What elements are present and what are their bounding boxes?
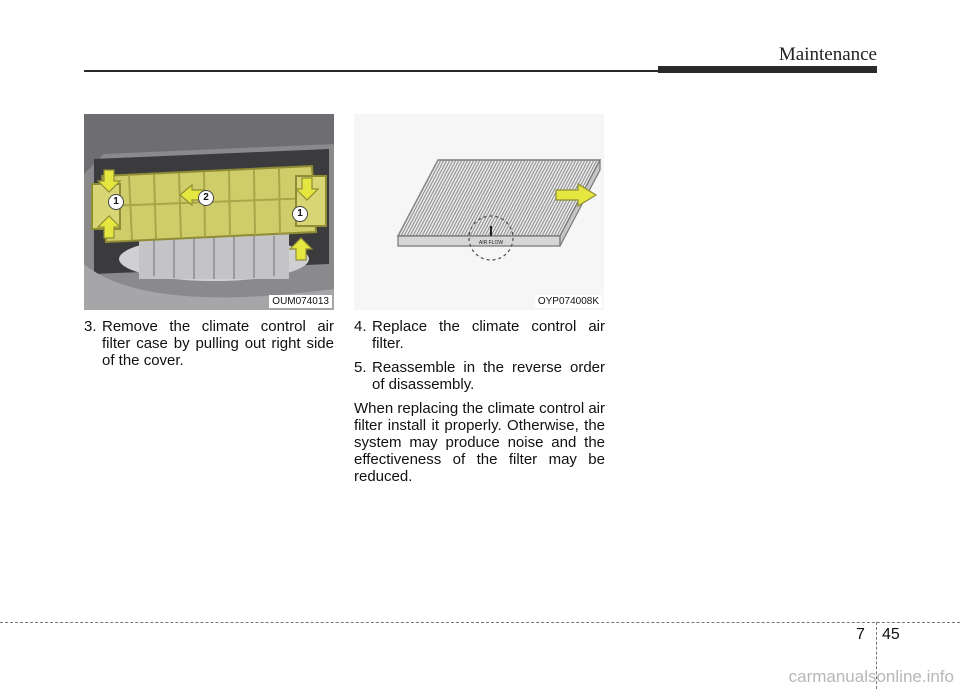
figure-code: OUM074013 — [269, 295, 332, 308]
arrow-up-icon — [288, 236, 314, 262]
warning-paragraph: When replacing the climate control air filter install it properly. Otherwise, the system may produce noise and the effectiveness of the filter may be reduced. — [354, 400, 605, 485]
air-flow-label: AIR FLOW — [478, 240, 504, 246]
page-number: 45 — [882, 626, 900, 643]
step-text: Reassemble in the reverse order of disassembly. — [372, 359, 605, 393]
step-3 — [84, 318, 334, 369]
step-number: 5. — [354, 359, 367, 376]
arrow-right-icon — [554, 182, 598, 208]
step-text: Replace the climate control air filter. — [372, 318, 605, 352]
air-filter-illustration — [354, 114, 604, 310]
watermark[interactable]: carmanualsonline.info — [788, 667, 954, 686]
arrow-up-icon — [96, 214, 122, 240]
callout-1-right: 1 — [292, 206, 308, 222]
arrow-down-icon — [294, 176, 320, 202]
arrow-down-icon — [96, 168, 122, 194]
callout-1-left: 1 — [108, 194, 124, 210]
step-5 — [354, 359, 605, 393]
figure-air-filter — [354, 114, 604, 310]
header-rule-thin — [84, 70, 660, 72]
step-text: Remove the climate control air filter case by pulling out right side of the cover. — [102, 318, 334, 369]
right-column — [354, 318, 605, 485]
figure-filter-case — [84, 114, 334, 310]
step-number: 4. — [354, 318, 367, 335]
figure-code: OYP074008K — [535, 295, 602, 308]
left-column — [84, 318, 334, 376]
callout-2: 2 — [198, 190, 214, 206]
step-4 — [354, 318, 605, 352]
chapter-number: 7 — [856, 626, 865, 643]
section-title: Maintenance — [778, 44, 877, 65]
step-number: 3. — [84, 318, 97, 335]
header-rule-thick — [658, 66, 877, 73]
footer-rule — [0, 622, 960, 623]
